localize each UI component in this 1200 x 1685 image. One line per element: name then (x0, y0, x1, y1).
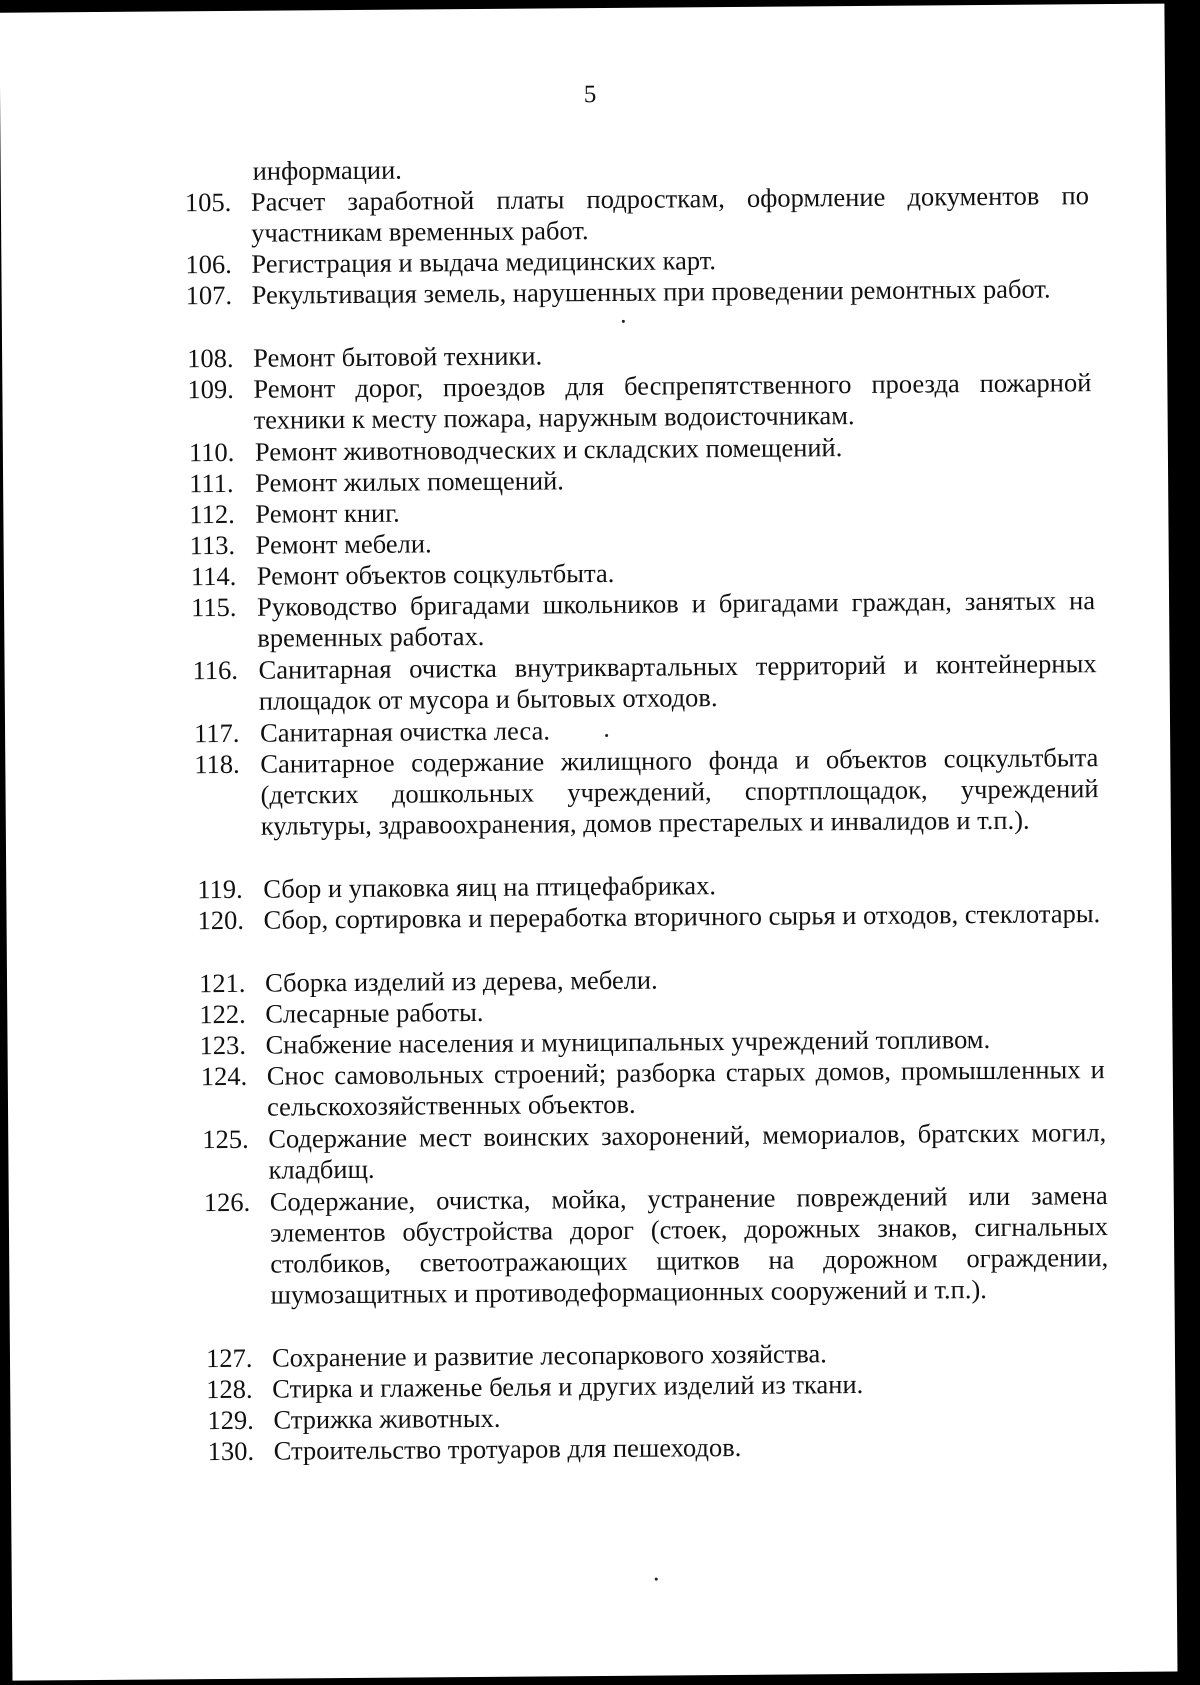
item-text: Стрижка животных. (273, 1402, 501, 1435)
item-number: 107. (185, 279, 233, 311)
item-number: 126. (203, 1186, 251, 1218)
item-number: 111. (189, 467, 234, 499)
item-number: 128. (206, 1373, 253, 1405)
item-text: Ремонт дорог, проездов для беспрепятственного проезда пожарной техники к месту пожара, наружным водоисточникам. (253, 367, 1092, 435)
item-number: 120. (197, 904, 245, 936)
item-number: 112. (189, 498, 235, 530)
scan-speck (605, 734, 608, 737)
page-number: 5 (583, 81, 597, 109)
item-number: 122. (199, 998, 246, 1030)
item-number: 109. (187, 373, 234, 405)
item-number: 129. (207, 1404, 254, 1436)
item-number: 118. (194, 748, 240, 780)
item-text: Рекультивация земель, нарушенных при проведении ремонтных работ. (251, 273, 1051, 310)
item-text: Санитарная очистка внутриквартальных территорий и контейнерных площадок от мусора и бытовых отходов. (258, 648, 1097, 716)
item-number: 105. (184, 186, 232, 218)
scan-speck (655, 1578, 658, 1581)
item-text: Сбор, сортировка и переработка вторичного сырья и отходов, стеклотары. (263, 898, 1101, 935)
continuation-text: информации. (252, 154, 402, 186)
item-text: Сохранение и развитие лесопаркового хозяйства. (271, 1338, 827, 1373)
item-number: 127. (205, 1342, 253, 1374)
item-text: Ремонт книг. (255, 497, 400, 529)
item-number: 124. (200, 1060, 248, 1092)
item-number: 106. (185, 248, 232, 280)
item-number: 114. (190, 560, 237, 592)
scan-speck (622, 320, 625, 323)
item-number: 113. (189, 529, 236, 561)
item-text: Строительство тротуаров для пешеходов. (273, 1431, 742, 1466)
item-number: 125. (202, 1123, 249, 1155)
item-number: 117. (193, 717, 240, 749)
item-number: 110. (188, 436, 235, 468)
item-text: Регистрация и выдача медицинских карт. (251, 245, 717, 279)
item-text: Санитарное содержание жилищного фонда и объектов соцкультбыта (детских дошкольных учреждений, спортплощадок, учреждений культуры, здравоохранения, домов престарелых и инвалидов и т.п.). (260, 742, 1099, 841)
document-page (0, 4, 1177, 1681)
item-number: 123. (199, 1029, 247, 1061)
item-text: Ремонт мебели. (255, 528, 432, 560)
item-text: Ремонт объектов соцкультбыта. (256, 557, 615, 591)
item-text: Снос самовольных строений; разборка старых домов, промышленных и сельскохозяйственных объектов. (266, 1054, 1105, 1122)
item-text: Расчет заработной платы подросткам, оформление документов по участникам временных работ. (250, 180, 1090, 248)
item-text: Ремонт бытовой техники. (253, 340, 543, 373)
item-text: Ремонт жилых помещений. (255, 465, 564, 498)
item-number: 130. (207, 1435, 255, 1467)
item-number: 115. (190, 591, 237, 623)
item-number: 121. (198, 967, 246, 999)
item-number: 108. (187, 342, 234, 374)
item-text: Санитарная очистка леса. (259, 715, 551, 748)
item-text: Руководство бригадами школьников и бригадами граждан, занятых на временных работах. (256, 585, 1096, 653)
item-text: Содержание, очистка, мойка, устранение повреждений или замена элементов обустройства дорог (стоек, дорожных знаков, сигнальных столбиков, светоотражающих щитков на дорожном ограждении, шумозащитных и противодеформационных сооружений и т.п.). (269, 1180, 1109, 1310)
item-text: Ремонт животноводческих и складских помещений. (254, 432, 843, 467)
item-number: 119. (197, 873, 243, 905)
item-text: Слесарные работы. (265, 996, 484, 1029)
item-text: Снабжение населения и муниципальных учреждений топливом. (265, 1023, 991, 1060)
item-text: Сбор и упаковка яиц на птицефабриках. (263, 870, 717, 904)
item-text: Стирка и глаженье белья и других изделий из ткани. (272, 1368, 864, 1404)
item-text: Содержание мест воинских захоронений, мемориалов, братских могил, кладбищ. (268, 1117, 1107, 1185)
item-number: 116. (192, 654, 239, 686)
item-text: Сборка изделий из дерева, мебели. (264, 964, 658, 998)
